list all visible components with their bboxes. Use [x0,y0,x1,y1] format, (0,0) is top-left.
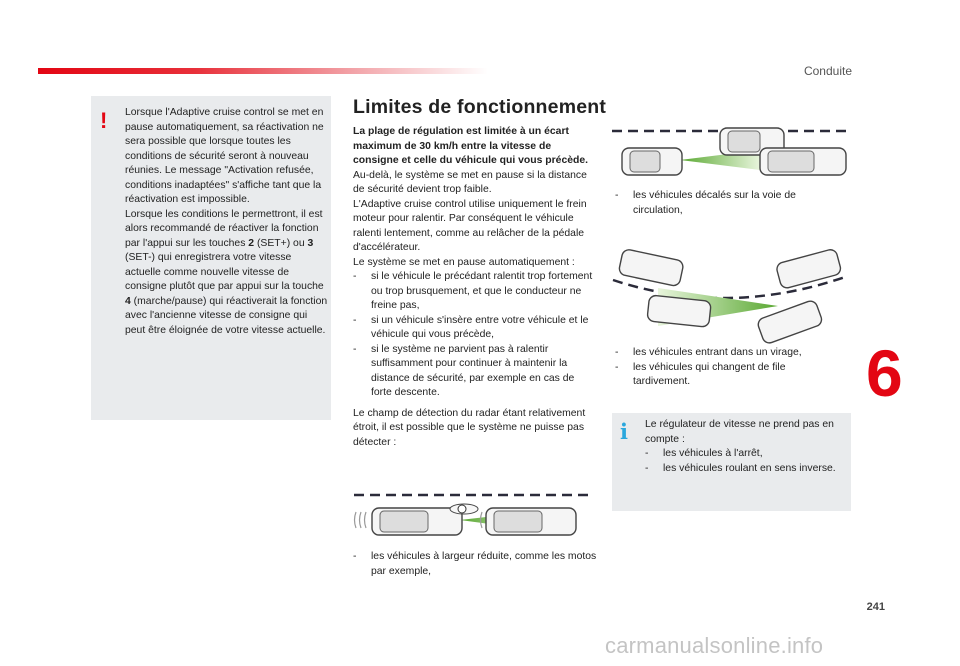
watermark: carmanualsonline.info [605,633,824,658]
info-icon: i [620,419,628,444]
motorcycle-illustration [352,488,597,548]
caption-curve [615,346,830,390]
caption-moto: - les véhicules à largeur réduite, comme les motos par exemple, [353,551,597,577]
paragraph: Le système se met en pause automatiquement : [353,256,575,268]
lead-paragraph: La plage de régulation est limitée à un écart maximum de 30 km/h entre la vitesse de consigne et celle du véhicule qui vous précède. [353,126,589,166]
offset-vehicle-illustration [610,124,855,184]
list-item: - si un véhicule s'insère entre votre véhicule et le véhicule qui vous précède, [353,314,589,340]
paragraph: Au-delà, le système se met en pause si la distance de sécurité devient trop faible. [353,169,587,195]
key-2: 2 [248,237,255,249]
header-red-bar [38,68,488,74]
key-3: 3 [307,237,314,249]
info-text [645,418,845,476]
list-item: - si le véhicule le précédant ralentit trop fortement ou trop brusquement, et que le conducteur ne freine pas, [353,271,593,311]
list-item: - les véhicules entrant dans un virage, [615,347,802,358]
list-item: - les véhicules qui changent de file tardivement. [615,361,786,387]
list-item: - les véhicules roulant en sens inverse. [645,462,836,474]
main-text [353,125,593,450]
paragraph: Le champ de détection du radar étant relativement étroit, il est possible que le système ne puisse pas détecter : [353,407,586,448]
caption-offset: - les véhicules décalés sur la voie de circulation, [615,190,796,216]
page-number: 241 [866,601,885,613]
exclamation-icon: ! [100,108,108,133]
info-intro: Le régulateur de vitesse ne prend pas en compte : [645,419,834,445]
page-title: Limites de fonctionnement [353,96,607,118]
curve-illustration [608,248,853,348]
paragraph: L'Adaptive cruise control utilise uniquement le frein moteur pour ralentir. Par conséquent le véhicule ralenti lentement, comme au relâcher de la pédale d'accélérateur. [353,198,587,253]
list-item: - si le système ne parvient pas à ralentir suffisamment pour continuer à maintenir la distance de sécurité, par exemple en cas de forte descente. [353,343,575,398]
section-title: Conduite [803,64,852,78]
warning-paragraph: Lorsque l'Adaptive cruise control se met en pause automatiquement, sa réactivation ne sera possible que lorsque toutes les conditions de sécurité seront à nouveau réunies. Le message "Activation refusée, conditions inadaptées" s'affiche tant que la réactivation est impossible. [125,107,324,205]
list-item: - les véhicules à l'arrêt, [645,448,763,459]
warning-paragraph: Lorsque les conditions le permettront, il est alors recommandé de réactiver la fonction par l'appui sur les touches 2 (SET+) ou 3 (SET-) qui enregistrera votre vitesse actuelle comme nouvelle vitesse de consigne plutôt que par appui sur la touche 4 (marche/pause) qui réactiverait la fonction avec l'ancienne vitesse de consigne qui peut être éloignée de votre vitesse actuelle. [125,208,328,336]
warning-text [125,106,329,338]
chapter-number: 6 [866,336,903,410]
key-4: 4 [125,295,131,307]
